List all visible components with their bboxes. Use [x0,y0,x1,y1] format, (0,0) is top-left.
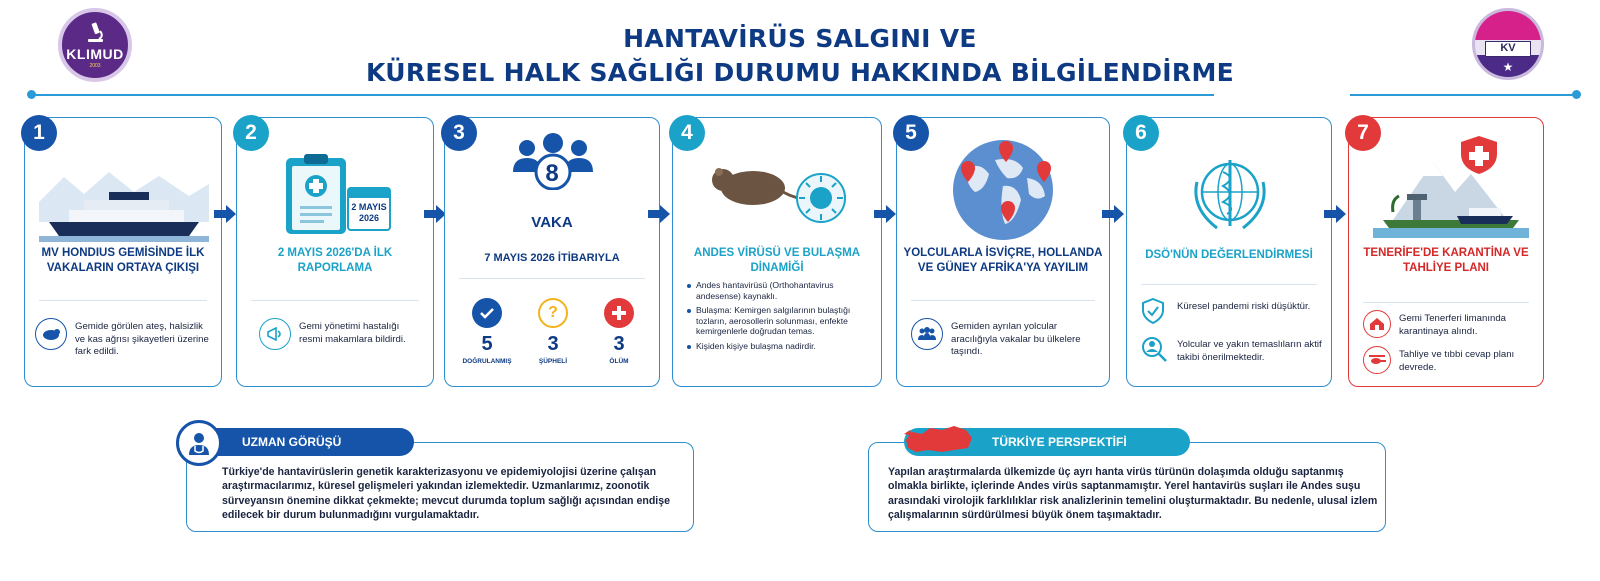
turkey-text: Yapılan araştırmalarda ülkemizde üç ayrı hanta virüs türünün dolaşımda olduğu saptanmış olmakla birlikte, içlerinde Andes virüs saptanmamıştır. Yerel hantavirüs suşları ile Andes suşu arasındaki virolojik farklılıklar risk analizlerinin temelini oluşturmaktadır. Bu nedenle, ulusal izlem çalışmalarının sürdürülmesi büyük önem taşımaktadır. [888,466,1378,522]
step-title: ANDES VİRÜSÜ VE BULAŞMA DİNAMİĞİ [693,247,861,274]
arrow-right-icon [874,205,896,223]
plan-row [1363,310,1535,338]
globe-pins-icon [945,130,1061,242]
stat-confirmed [459,298,515,365]
title-divider [30,94,1214,96]
step-card-5 [896,117,1110,387]
stat-deaths [591,298,647,365]
logo-text: KLIMUD [66,45,124,62]
shield-check-icon [1141,298,1169,329]
who-emblem-icon [1187,152,1273,238]
arrow-right-icon [1102,205,1124,223]
plan-text: Tahliye ve tıbbi cevap planı devrede. [1399,349,1515,373]
step-card-3 [444,117,660,387]
step-card-1 [24,117,222,387]
stat-label: ŞÜPHELİ [538,358,568,365]
expert-title: UZMAN GÖRÜŞÜ [242,435,342,449]
step-card-4 [672,117,882,387]
calendar-label: 2 MAYIS 2026 [351,202,387,223]
step-note-text: Gemide görülen ateş, halsizlik ve kas ağrısı şikayetleri üzerine fark edildi. [75,321,209,357]
house-icon [1363,310,1391,338]
step-number: 5 [893,115,929,151]
logo-kv-text: KV [1485,41,1531,57]
date-label: 7 MAYIS 2026 İTİBARIYLA [484,252,620,264]
cross-icon [604,298,634,328]
assessment-row [1141,336,1323,367]
step-number: 1 [21,115,57,151]
arrow-right-icon [648,205,670,223]
question-icon: ? [538,298,568,328]
case-label: VAKA [531,214,573,231]
list-item: Bulaşma: Kemirgen salgılarının bulaştığı tozların, aerosollerin solunması, enfekte kemirgenlerle doğrudan temas. [685,305,873,337]
step-title: MV HONDIUS GEMİSİNDE İLK VAKALARIN ORTAYA ÇIKIŞI [41,247,205,274]
rat-virus-icon [709,158,859,238]
plan-row [1363,346,1535,374]
step-number: 3 [441,115,477,151]
stat-value: 5 [481,333,493,355]
cruise-ship-icon [39,162,209,242]
stat-suspected [525,298,581,365]
step-title: YOLCULARLA İSVİÇRE, HOLLANDA VE GÜNEY AFRİKA'YA YAYILIM [903,247,1103,274]
divider-dot [1572,90,1581,99]
stat-label: DOĞRULANMIŞ [462,358,512,365]
step-number: 6 [1123,115,1159,151]
turkey-title: TÜRKİYE PERSPEKTİFİ [992,435,1127,449]
step-note [259,318,425,350]
stat-value: 3 [547,333,559,355]
step-note [35,318,213,359]
step-card-2 [236,117,434,387]
title-line-2: KÜRESEL HALK SAĞLIĞI DURUMU HAKKINDA BİLGİLENDİRME [365,58,1234,87]
clipboard-icon [282,152,392,238]
step-bullets [685,280,873,356]
title-divider-right [1350,94,1575,96]
assessment-text: Küresel pandemi riski düşüktür. [1177,301,1311,312]
step-number: 7 [1345,115,1381,151]
turkey-map-icon [902,422,974,458]
case-count: 8 [545,160,559,187]
step-title: TENERİFE'DE KARANTİNA VE TAHLİYE PLANI [1363,247,1529,274]
island-medical-icon [1373,132,1529,238]
doctor-icon [176,420,222,466]
rodent-icon [35,318,67,350]
check-icon [472,298,502,328]
star-icon: ★ [1502,60,1514,74]
expert-text: Türkiye'de hantavirüslerin genetik karakterizasyonu ve epidemiyolojisi üzerine çalışan araştırmacılarımız, küresel gelişmeleri yakından izlemektedir. Uzmanlarımız, zoonotik sürveyansın önemine dikkat çekmekte; mevcut durumda toplum sağlığı açısından endişe edilecek bir durum bulunmadığını vurgulamaktadır. [222,466,671,522]
step-note [911,318,1101,359]
page-title [0,22,1600,90]
assessment-row [1141,298,1323,329]
step-note-text: Gemiden ayrılan yolcular aracılığıyla vakalar bu ülkelere taşındı. [951,321,1081,357]
arrow-right-icon [424,205,446,223]
step-card-7 [1348,117,1544,387]
step-number: 4 [669,115,705,151]
list-item: Kişiden kişiye bulaşma nadirdir. [685,341,873,352]
step-title: DSÖ'NÜN DEĞERLENDİRMESİ [1145,249,1313,261]
assessment-text: Yolcular ve yakın temaslıların aktif takibi önerilmektedir. [1177,339,1322,363]
step-note-text: Gemi yönetimi hastalığı resmi makamlara bildirdi. [299,321,406,345]
step-number: 2 [233,115,269,151]
person-search-icon [1141,336,1169,367]
title-line-1: HANTAVİRÜS SALGINI VE [623,24,977,53]
list-item: Andes hantavirüsü (Orthohantavirus andesense) kaynaklı. [685,280,873,301]
megaphone-icon [259,318,291,350]
arrow-right-icon [214,205,236,223]
arrow-right-icon [1324,205,1346,223]
stat-label: ÖLÜM [609,358,629,365]
plan-text: Gemi Tenerferi limanında karantinaya alındı. [1399,313,1507,337]
logo-year: 2003 [89,62,101,69]
stat-value: 3 [613,333,625,355]
step-title: 2 MAYIS 2026'DA İLK RAPORLAMA [277,247,393,274]
people-icon [911,318,943,350]
step-card-6 [1126,117,1332,387]
helicopter-icon [1363,346,1391,374]
